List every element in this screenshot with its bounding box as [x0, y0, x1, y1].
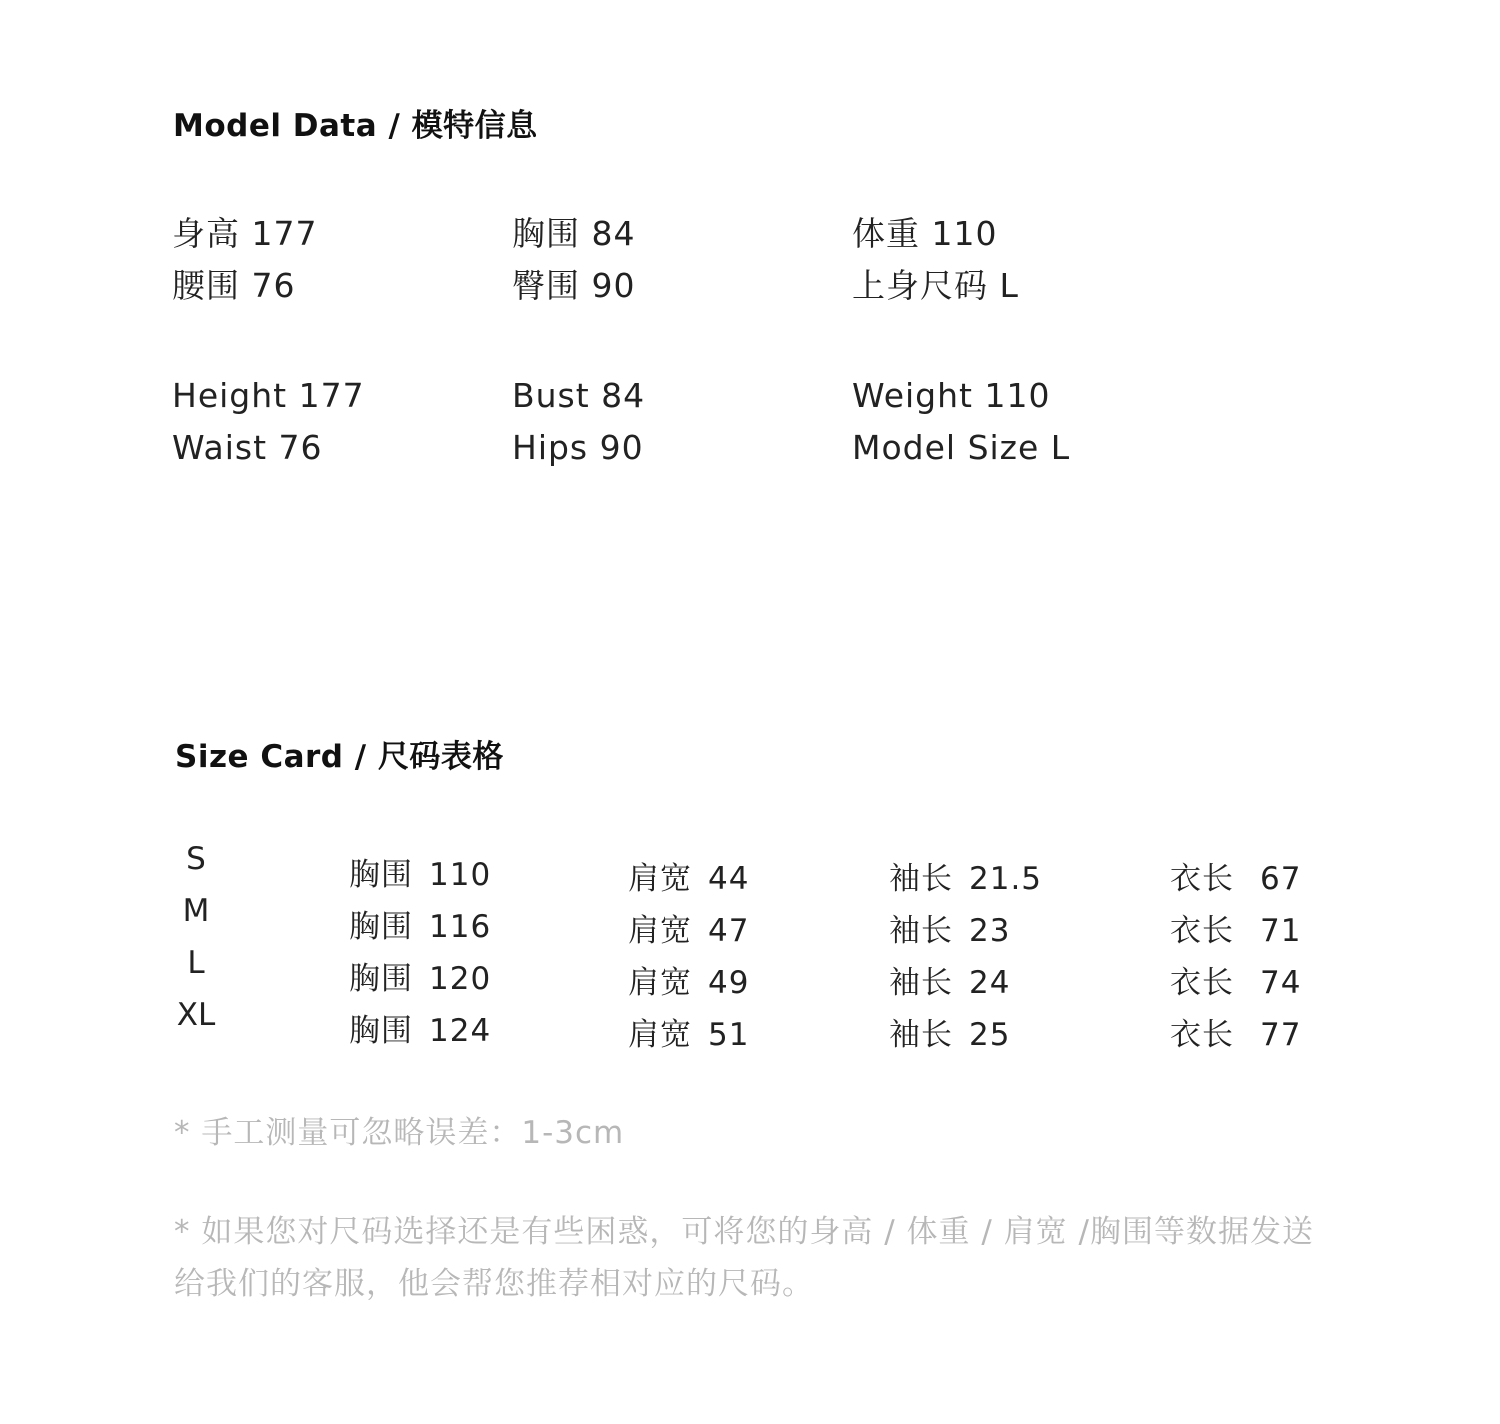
- size-xl-sleeve: [889, 1009, 1010, 1054]
- shoulder-value: 47: [708, 913, 750, 949]
- chest-label: 胸围: [349, 909, 413, 945]
- model-size-cn: 上身尺码 L: [852, 266, 1019, 305]
- model-hips-cn: 臀围 90: [512, 266, 636, 305]
- size-advice-note: * 如果您对尺码选择还是有些困惑，可将您的身高 / 体重 / 肩宽 /胸围等数据发送给我们的客服，他会帮您推荐相对应的尺码。: [174, 1214, 1314, 1302]
- size-l-chest: [349, 953, 491, 998]
- shoulder-label: 肩宽: [628, 913, 692, 949]
- size-m-sleeve: [889, 905, 1010, 950]
- sleeve-value: 21.5: [969, 861, 1043, 897]
- size-s-sleeve: [889, 853, 1042, 898]
- size-m-length: [1170, 905, 1301, 950]
- size-l-shoulder: [628, 957, 749, 1002]
- model-weight-cn: 体重 110: [852, 214, 998, 253]
- size-s-chest: [349, 849, 491, 894]
- shoulder-value: 49: [708, 965, 750, 1001]
- model-height-cn: 身高 177: [172, 214, 318, 253]
- length-value: 71: [1260, 913, 1302, 949]
- model-weight-en: Weight 110: [852, 376, 1051, 415]
- length-value: 77: [1260, 1017, 1302, 1053]
- length-label: 衣长: [1170, 965, 1234, 1001]
- sleeve-label: 袖长: [889, 965, 953, 1001]
- model-size-en: Model Size L: [852, 428, 1071, 467]
- size-s-length: [1170, 853, 1301, 898]
- size-xl-shoulder: [628, 1009, 749, 1054]
- chest-value: 124: [429, 1013, 492, 1049]
- chest-value: 120: [429, 961, 492, 997]
- length-label: 衣长: [1170, 861, 1234, 897]
- model-waist-en: Waist 76: [172, 428, 323, 467]
- shoulder-value: 44: [708, 861, 750, 897]
- model-data-title: Model Data / 模特信息: [173, 108, 538, 144]
- size-label-l: L: [187, 945, 205, 981]
- sleeve-value: 24: [969, 965, 1011, 1001]
- size-xl-length: [1170, 1009, 1301, 1054]
- shoulder-label: 肩宽: [628, 861, 692, 897]
- sleeve-label: 袖长: [889, 861, 953, 897]
- size-m-chest: [349, 901, 491, 946]
- size-card-title: Size Card / 尺码表格: [175, 739, 504, 775]
- shoulder-label: 肩宽: [628, 1017, 692, 1053]
- sleeve-value: 25: [969, 1017, 1011, 1053]
- model-bust-en: Bust 84: [512, 376, 646, 415]
- size-label-xl: XL: [176, 997, 216, 1033]
- length-label: 衣长: [1170, 1017, 1234, 1053]
- shoulder-label: 肩宽: [628, 965, 692, 1001]
- chest-label: 胸围: [349, 857, 413, 893]
- size-l-sleeve: [889, 957, 1010, 1002]
- length-value: 74: [1260, 965, 1302, 1001]
- size-label-m: M: [182, 893, 210, 929]
- sleeve-value: 23: [969, 913, 1011, 949]
- model-waist-cn: 腰围 76: [172, 266, 296, 305]
- size-l-length: [1170, 957, 1301, 1002]
- model-hips-en: Hips 90: [512, 428, 644, 467]
- size-m-shoulder: [628, 905, 749, 950]
- size-xl-chest: [349, 1005, 491, 1050]
- sleeve-label: 袖长: [889, 1017, 953, 1053]
- chest-label: 胸围: [349, 961, 413, 997]
- model-bust-cn: 胸围 84: [512, 214, 636, 253]
- model-height-en: Height 177: [172, 376, 365, 415]
- length-value: 67: [1260, 861, 1302, 897]
- size-label-s: S: [186, 841, 206, 877]
- shoulder-value: 51: [708, 1017, 750, 1053]
- chest-value: 116: [429, 909, 492, 945]
- measurement-tolerance-note: * 手工测量可忽略误差：1-3cm: [174, 1115, 625, 1151]
- size-s-shoulder: [628, 853, 749, 898]
- sleeve-label: 袖长: [889, 913, 953, 949]
- chest-value: 110: [429, 857, 492, 893]
- chest-label: 胸围: [349, 1013, 413, 1049]
- length-label: 衣长: [1170, 913, 1234, 949]
